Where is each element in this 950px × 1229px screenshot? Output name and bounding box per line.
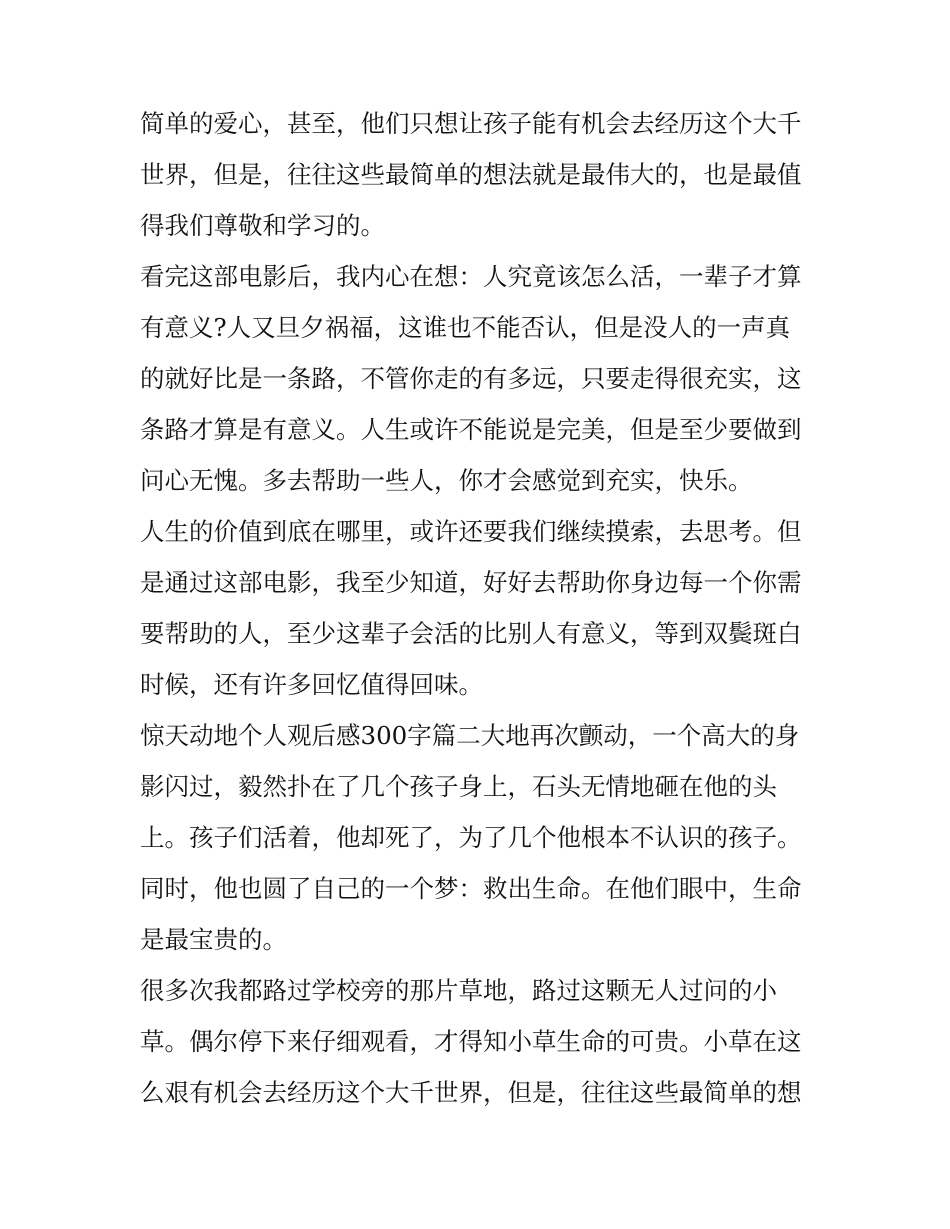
text-line: 条路才算是有意义。人生或许不能说是完美，但是至少要做到 — [140, 415, 802, 444]
text-line: 问心无愧。多去帮助一些人，你才会感觉到充实，快乐。 — [140, 466, 753, 495]
text-line: 上。孩子们活着，他却死了，为了几个他根本不认识的孩子。 — [140, 823, 802, 852]
text-line: 惊天动地个人观后感300字篇二大地再次颤动，一个高大的身 — [140, 721, 800, 750]
text-line: 么艰有机会去经历这个大千世界，但是，往往这些最简单的想 — [140, 1078, 802, 1107]
text-line: 简单的爱心，甚至，他们只想让孩子能有机会去经历这个大千 — [140, 109, 802, 138]
text-line: 草。偶尔停下来仔细观看，才得知小草生命的可贵。小草在这 — [140, 1027, 802, 1056]
text-line: 世界，但是，往往这些最简单的想法就是最伟大的，也是最值 — [140, 160, 802, 189]
text-line: 同时，他也圆了自己的一个梦：救出生命。在他们眼中，生命 — [140, 874, 802, 903]
text-line: 是通过这部电影，我至少知道，好好去帮助你身边每一个你需 — [140, 568, 802, 597]
text-line: 要帮助的人，至少这辈子会活的比别人有意义，等到双鬓斑白 — [140, 619, 802, 648]
text-line: 人生的价值到底在哪里，或许还要我们继续摸索，去思考。但 — [140, 517, 802, 546]
text-line: 的就好比是一条路，不管你走的有多远，只要走得很充实，这 — [140, 364, 802, 393]
text-line: 时候，还有许多回忆值得回味。 — [140, 670, 483, 699]
body-text — [140, 98, 840, 1118]
text-line: 影闪过，毅然扑在了几个孩子身上，石头无情地砸在他的头 — [140, 772, 777, 801]
text-line: 是最宝贵的。 — [140, 925, 287, 954]
text-line: 有意义?人又旦夕祸福，这谁也不能否认，但是没人的一声真 — [140, 313, 791, 342]
text-line: 得我们尊敬和学习的。 — [140, 211, 385, 240]
text-line: 看完这部电影后，我内心在想：人究竟该怎么活，一辈子才算 — [140, 262, 802, 291]
text-line: 很多次我都路过学校旁的那片草地，路过这颗无人过问的小 — [140, 976, 777, 1005]
